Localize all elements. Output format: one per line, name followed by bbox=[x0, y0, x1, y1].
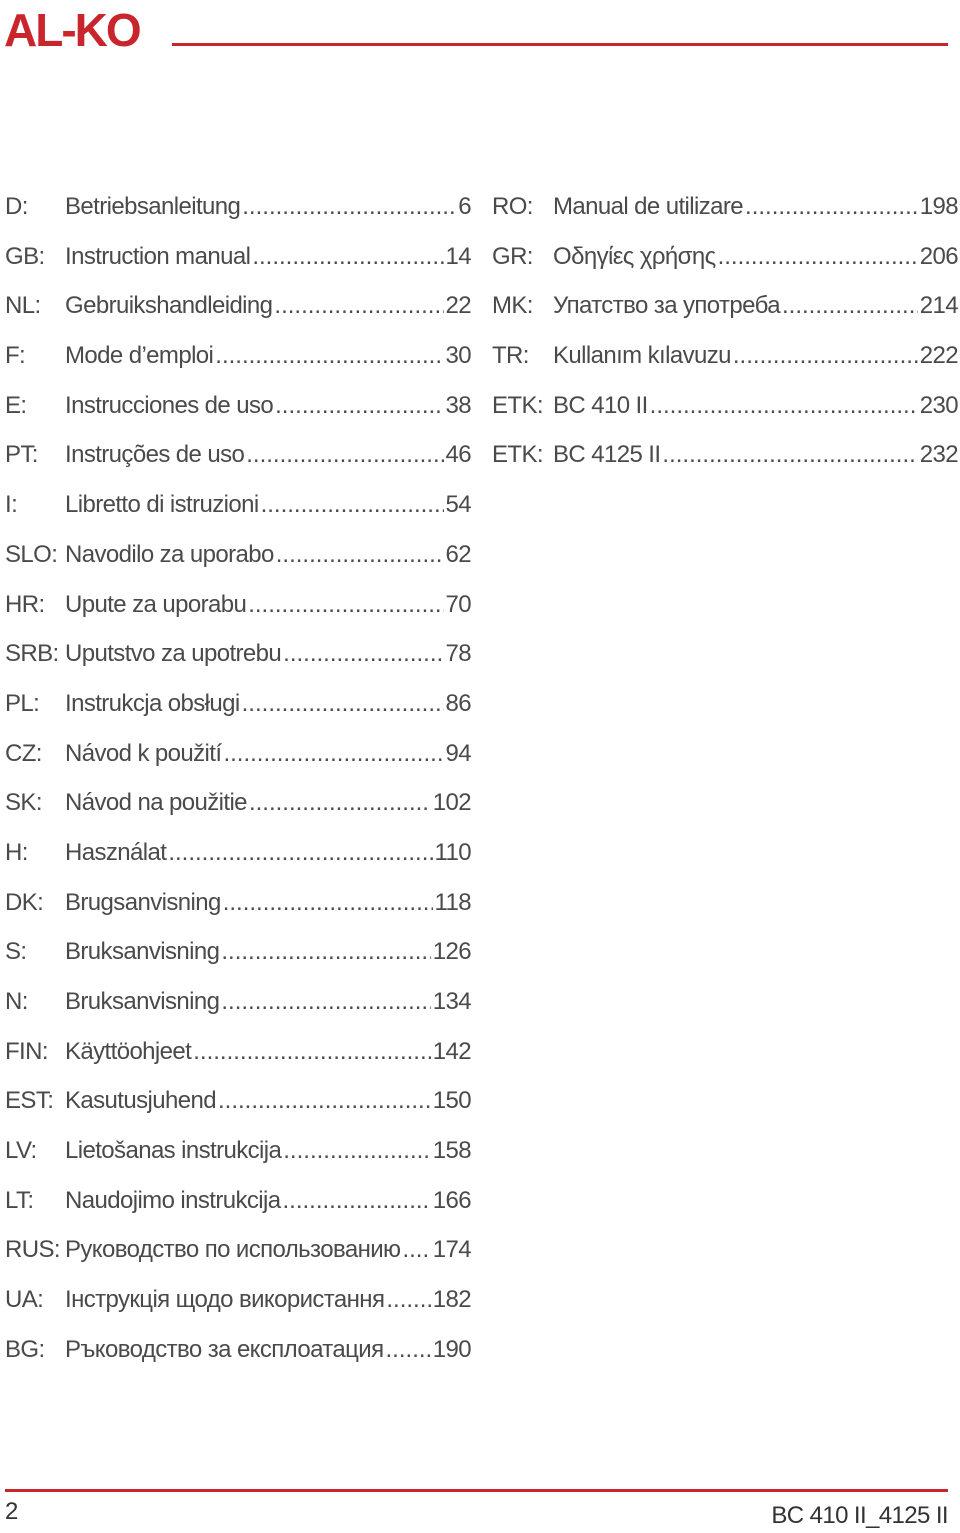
toc-page-number: 158 bbox=[432, 1137, 471, 1165]
toc-title: Brugsanvisning bbox=[65, 888, 221, 916]
toc-language-code: UA: bbox=[5, 1286, 44, 1314]
toc-entry bbox=[5, 977, 471, 1027]
toc-page-number: 54 bbox=[445, 491, 471, 519]
toc-dot-leader bbox=[261, 480, 444, 530]
toc-page-number: 222 bbox=[919, 342, 958, 370]
toc-language-code: SK: bbox=[5, 789, 42, 817]
toc-language-code: FIN: bbox=[5, 1037, 48, 1065]
toc-page-number: 94 bbox=[445, 739, 471, 767]
toc-page-number: 206 bbox=[919, 242, 958, 270]
toc-language-code: MK: bbox=[492, 292, 533, 320]
toc-dot-leader bbox=[745, 182, 918, 232]
toc-page-number: 78 bbox=[445, 640, 471, 668]
toc-dot-leader bbox=[718, 232, 918, 282]
toc-entry bbox=[5, 927, 471, 977]
toc-page-number: 232 bbox=[919, 441, 958, 469]
toc-dot-leader bbox=[215, 331, 443, 381]
toc-page-number: 214 bbox=[919, 292, 958, 320]
toc-title: Instrukcja obsługi bbox=[65, 689, 240, 717]
toc-dot-leader bbox=[386, 1275, 430, 1325]
toc-entry bbox=[492, 381, 958, 431]
toc-language-code: S: bbox=[5, 938, 27, 966]
toc-left-column bbox=[5, 182, 471, 1375]
toc-dot-leader bbox=[221, 977, 430, 1027]
toc-page-number: 198 bbox=[919, 193, 958, 220]
toc-dot-leader bbox=[221, 927, 430, 977]
toc-page-number: 190 bbox=[432, 1335, 471, 1363]
toc-page-number: 86 bbox=[445, 689, 471, 717]
toc-dot-leader bbox=[242, 679, 444, 729]
toc-dot-leader bbox=[274, 281, 443, 331]
toc-language-code: PL: bbox=[5, 689, 40, 717]
toc-page-number: 30 bbox=[445, 342, 471, 370]
toc-dot-leader bbox=[402, 1225, 430, 1275]
toc-language-code: SLO: bbox=[5, 540, 58, 568]
toc-entry bbox=[5, 1027, 471, 1077]
toc-language-code: RUS: bbox=[5, 1236, 60, 1264]
toc-dot-leader bbox=[193, 1027, 431, 1077]
toc-entry bbox=[5, 281, 471, 331]
toc-language-code: PT: bbox=[5, 441, 38, 469]
toc-title: Руководство по использованию bbox=[65, 1236, 401, 1264]
al-ko-logo bbox=[4, 8, 164, 50]
toc-title: Mode d’emploi bbox=[65, 342, 214, 370]
toc-entry bbox=[5, 1275, 471, 1325]
toc-entry bbox=[492, 281, 958, 331]
toc-title: Інструкція щодо використання bbox=[65, 1286, 385, 1314]
toc-language-code: GR: bbox=[492, 242, 533, 270]
toc-entry bbox=[5, 1076, 471, 1126]
toc-dot-leader bbox=[248, 580, 443, 630]
toc-language-code: E: bbox=[5, 391, 27, 419]
toc-dot-leader bbox=[662, 430, 917, 480]
toc-dot-leader bbox=[283, 1126, 430, 1176]
toc-entry bbox=[5, 729, 471, 779]
toc-dot-leader bbox=[246, 430, 443, 480]
toc-title: Bruksanvisning bbox=[65, 938, 220, 966]
toc-language-code: F: bbox=[5, 342, 26, 370]
toc-page-number: 70 bbox=[445, 590, 471, 618]
toc-entry bbox=[5, 480, 471, 530]
toc-dot-leader bbox=[782, 281, 918, 331]
toc-page-number: 174 bbox=[432, 1236, 471, 1264]
toc-title: Manual de utilizare bbox=[553, 193, 744, 220]
toc-title: Käyttöohjeet bbox=[65, 1037, 192, 1065]
toc-entry bbox=[5, 1325, 471, 1375]
toc-title: Ръководство за експлоатация bbox=[65, 1335, 384, 1363]
toc-page-number: 230 bbox=[919, 391, 958, 419]
toc-language-code: RO: bbox=[492, 193, 533, 220]
toc-title: Instrucciones de uso bbox=[65, 391, 274, 419]
toc-entry bbox=[5, 1126, 471, 1176]
toc-language-code: N: bbox=[5, 988, 28, 1015]
toc-entry bbox=[5, 1225, 471, 1275]
toc-language-code: CZ: bbox=[5, 739, 42, 767]
toc-entry bbox=[492, 182, 958, 232]
toc-page-number: 46 bbox=[445, 441, 471, 469]
toc-entry bbox=[5, 828, 471, 878]
toc-dot-leader bbox=[275, 381, 443, 431]
toc-page-number: 110 bbox=[434, 838, 471, 866]
toc-title: Naudojimo instrukcija bbox=[65, 1186, 281, 1214]
toc-language-code: HR: bbox=[5, 590, 45, 618]
toc-entry bbox=[5, 1176, 471, 1226]
toc-title: Instruction manual bbox=[65, 242, 251, 270]
toc-dot-leader bbox=[223, 878, 433, 928]
toc-dot-leader bbox=[276, 530, 444, 580]
toc-title: Kullanım kılavuzu bbox=[553, 342, 731, 370]
toc-entry bbox=[5, 232, 471, 282]
toc-right-column bbox=[492, 182, 958, 480]
toc-page-number: 62 bbox=[445, 540, 471, 568]
toc-language-code: DK: bbox=[5, 888, 44, 916]
toc-language-code: LT: bbox=[5, 1186, 34, 1214]
toc-title: Návod k použití bbox=[65, 739, 222, 767]
toc-page-number: 166 bbox=[432, 1186, 471, 1214]
toc-language-code: NL: bbox=[5, 292, 41, 320]
toc-entry bbox=[5, 381, 471, 431]
toc-page-number: 182 bbox=[432, 1286, 471, 1314]
toc-page-number: 126 bbox=[432, 938, 471, 966]
toc-language-code: H: bbox=[5, 838, 28, 866]
toc-page-number: 134 bbox=[432, 988, 471, 1015]
toc-title: Lietošanas instrukcija bbox=[65, 1137, 282, 1165]
header-rule bbox=[172, 43, 948, 46]
toc-language-code: GB: bbox=[5, 242, 45, 270]
footer-rule bbox=[5, 1489, 948, 1492]
toc-title: Οδηγίες χρήσης bbox=[553, 242, 716, 270]
toc-entry bbox=[5, 580, 471, 630]
toc-entry bbox=[5, 430, 471, 480]
toc-title: Navodilo za uporabo bbox=[65, 540, 274, 568]
toc-entry bbox=[492, 232, 958, 282]
toc-language-code: BG: bbox=[5, 1335, 45, 1363]
toc-entry bbox=[5, 331, 471, 381]
toc-title: BC 410 II bbox=[553, 391, 648, 419]
toc-entry bbox=[5, 679, 471, 729]
toc-title: Návod na použitie bbox=[65, 789, 247, 817]
toc-page-number: 142 bbox=[432, 1037, 471, 1065]
toc-dot-leader bbox=[733, 331, 918, 381]
toc-title: Uputstvo za upotrebu bbox=[65, 640, 282, 668]
toc-page-number: 118 bbox=[434, 888, 471, 916]
toc-page-number: 6 bbox=[458, 193, 471, 220]
toc-title: Libretto di istruzioni bbox=[65, 491, 259, 519]
toc-entry bbox=[5, 778, 471, 828]
toc-entry bbox=[5, 182, 471, 232]
toc-title: Bruksanvisning bbox=[65, 988, 220, 1015]
toc-dot-leader bbox=[386, 1325, 431, 1375]
toc-dot-leader bbox=[252, 232, 443, 282]
toc-title: BC 4125 II bbox=[553, 441, 661, 469]
toc-dot-leader bbox=[242, 182, 456, 232]
toc-page-number: 102 bbox=[432, 789, 471, 817]
toc-title: Upute za uporabu bbox=[65, 590, 247, 618]
toc-title: Упатство за употреба bbox=[553, 292, 780, 320]
toc-entry bbox=[492, 331, 958, 381]
toc-page-number: 22 bbox=[445, 292, 471, 320]
toc-language-code: D: bbox=[5, 193, 28, 220]
footer-page-number: 2 bbox=[5, 1498, 18, 1525]
toc-dot-leader bbox=[249, 778, 431, 828]
svg-text:AL-KO: AL-KO bbox=[4, 8, 140, 50]
toc-language-code: TR: bbox=[492, 342, 529, 370]
toc-language-code: ETK: bbox=[492, 391, 543, 419]
toc-page-number: 150 bbox=[432, 1087, 471, 1115]
footer-model: BC 410 II_4125 II bbox=[771, 1502, 948, 1529]
toc-title: Gebruikshandleiding bbox=[65, 292, 273, 320]
toc-dot-leader bbox=[223, 729, 443, 779]
toc-page-number: 38 bbox=[445, 391, 471, 419]
toc-title: Betriebsanleitung bbox=[65, 193, 241, 220]
toc-title: Kasutusjuhend bbox=[65, 1087, 216, 1115]
toc-dot-leader bbox=[650, 381, 918, 431]
toc-language-code: I: bbox=[5, 491, 18, 519]
toc-title: Használat bbox=[65, 838, 167, 866]
toc-language-code: LV: bbox=[5, 1137, 37, 1165]
toc-page-number: 14 bbox=[445, 242, 471, 270]
toc-language-code: EST: bbox=[5, 1087, 54, 1115]
toc-entry bbox=[5, 878, 471, 928]
toc-dot-leader bbox=[283, 1176, 431, 1226]
toc-dot-leader bbox=[218, 1076, 431, 1126]
toc-dot-leader bbox=[283, 629, 443, 679]
toc-entry bbox=[492, 430, 958, 480]
toc-title: Instruções de uso bbox=[65, 441, 245, 469]
toc-dot-leader bbox=[168, 828, 432, 878]
toc-entry bbox=[5, 629, 471, 679]
toc-entry bbox=[5, 530, 471, 580]
toc-language-code: SRB: bbox=[5, 640, 59, 668]
toc-language-code: ETK: bbox=[492, 441, 543, 469]
